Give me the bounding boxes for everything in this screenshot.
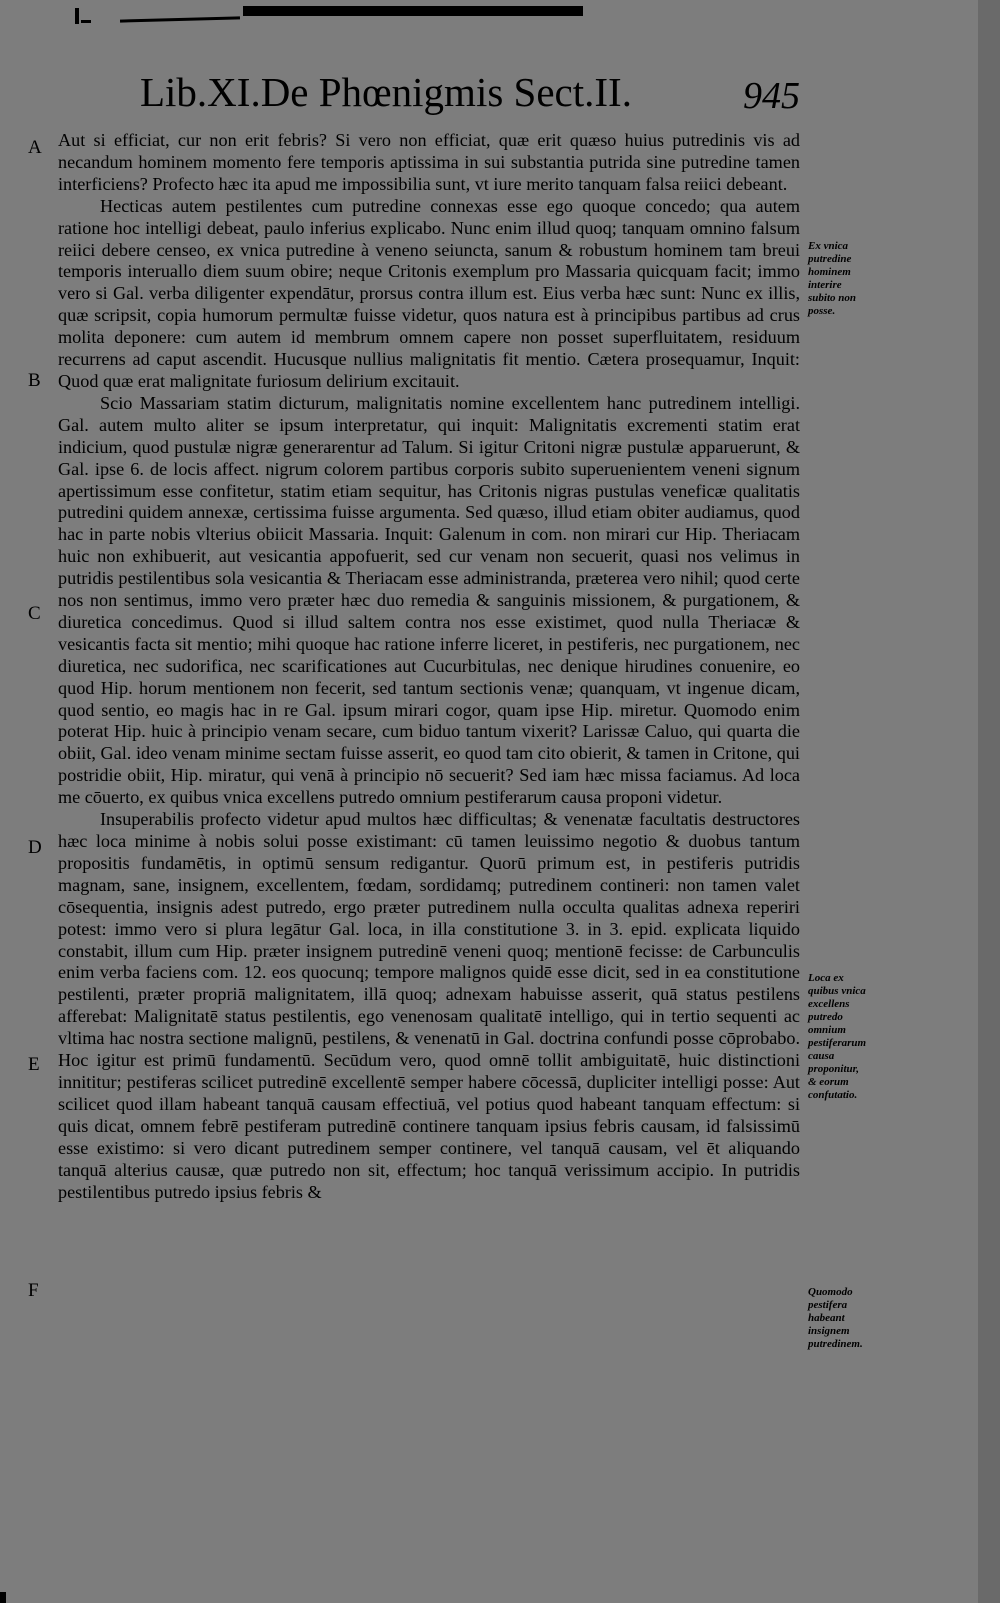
- section-letter-d: D: [28, 837, 42, 858]
- rule-bar: [243, 6, 583, 16]
- paragraph: Scio Massariam statim dicturum, malignitatis nomine excellentem hanc putredinem intelligi. Gal. autem multo aliter se ipsum interpretatur, qui inquit: Malignitatis excrementi statim erat indicium, quod pustulæ nigræ generarentur ad Talum. Si igitur Critoni nigræ pustulæ apparuerunt, & Gal. ipse 6. de locis affect. nigrum colorem partibus corporis subito superuenientem veneni signum apertissimum esse confitetur, statim etiam sequitur, has Critonis nigras pustulas veneficæ qualitatis putredini quidem annexæ, certissima fuisse argumenta. Sed quæso, illud etiam obiter audiamus, quod hac in parte nobis vlterius obiicit Massaria. Inquit: Galenum in com. non mirari cur Hip. Theriacam huic non exhibuerit, aut vesicantia appofuerit, sed cur venam non secuerit, quasi nos velimus in putridis pestilentibus sola vesicantia & Theriacam esse administranda, præterea vero nihil; quod certe nos non sentimus, immo vero præter hæc duo remedia & sanguinis missionem, & purgationem, & diuretica concedimus. Quod si illud saltem contra nos esse existimet, quod nulla Theriacæ & vesicantis facta sit mentio; mihi quoque hac ratione inferre liceret, in pestiferis, nec purgationem, nec diuretica, nec sudorifica, nec scarificationes aut Cucurbitulas, nec denique hirudines conuenire, eo quod Hip. horum mentionem non fecerit, sed tantum sectionis venæ; quanquam, vt ingenue dicam, quod sentio, eo magis hac in re Gal. ipsum mirari cogor, quam ipse Hip. miretur. Quomodo enim poterat Hip. huic à principio venam secare, cum biduo tantum vixerit? Larissæ Caluo, qui quarta die obiit, Gal. ideo venam minime sectam fuisse asserit, eo quod tam cito obierit, & tamen in Critone, qui postridie obiit, Hip. miratur, qui venā à principio nō secuerit? Sed iam hæc missa faciamus. Ad loca me cōuerto, ex quibus vnica excellens putredo omnium pestiferarum causa proponi videtur.: [58, 392, 800, 808]
- paragraph: Insuperabilis profecto videtur apud multos hæc difficultas; & venenatæ facultatis destructores hæc loca minime à nobis solui posse existimant: cū tamen leuissimo negotio & duobus tantum propositis fundamētis, in optimū sensum redigantur. Quorū primum est, in pestiferis putridis magnam, sane, insignem, excellentem, fœdam, sordidamq; putredinem contineri: non tamen valet cōsequentia, insignis adest putredo, ergo præter putredinem nulla occulta qualitas adnexa reperiri potest: immo vero si plura legātur Gal. loca, in illa constitutione 3. in 3. epid. explicata liquido constabit, illum cum Hip. præter insignem putredinē veneni quoq; mentionē fecisse: de Carbunculis enim verba faciens com. 12. eos quocunq; tempore malignos quidē esse dicit, sed in ea constitutione pestilenti, præter propriā malignitatem, illā quoq; adnexam habuisse asserit, quā status pestilens afferebat: Malignitatē status pestilentis, ego venenosam qualitatē intelligo, qui in tertio sequenti ac vltima hac nostra sectione malignū, pestilens, & venenatū in Gal. doctrina confundi posse cōprobabo. Hoc igitur est primū fundamentū. Secūdum vero, quod omnē tollit ambiguitatē, huic distinctioni innititur; pestiferas scilicet putredinē excellentē semper habere cōcessā, dupliciter intelligi posse: Aut scilicet quod illam habeant tanquā causam effectiuā, vel potius quod habeant tanquam effectum: si quis dicat, omnem febrē pestiferam putredinē continere tanquam ipsius febris causam, id falsissimū esse existimo: si vero dicant putredinem semper continere, vel tanquā causam, vel ēt aliquando tanquā alterius causæ, quæ putredo non sit, effectum; hoc tanquā verissimum accipio. In putridis pestilentibus putredo ipsius febris &: [58, 809, 800, 1202]
- body-text: [58, 130, 800, 1203]
- rule-mark: [81, 20, 91, 23]
- page-header: [140, 68, 800, 124]
- paragraph: Aut si efficiat, cur non erit febris? Si vero non efficiat, quæ erit quæso huius putredinis vis ad necandum hominem momento fere temporis aptissima in sui substantia putrida sine putredine tamen interficiens? Profecto hæc ita apud me impossibilia sunt, vt iure merito tanquam falsa reiici debeant.: [58, 130, 800, 194]
- section-letter-e: E: [28, 1054, 40, 1075]
- section-letter-f: F: [28, 1280, 39, 1301]
- margin-note: Quomodo pestifera habeant insignem putredinem.: [808, 1286, 863, 1350]
- section-letter-c: C: [28, 603, 41, 624]
- running-head: Lib.XI.De Phœnigmis Sect.II.: [140, 69, 632, 115]
- page-corner-mark: [0, 1592, 6, 1603]
- section-letter-a: A: [28, 137, 42, 158]
- page-edge-shadow: [978, 0, 1000, 1603]
- paragraph: Hecticas autem pestilentes cum putredine connexas esse ego quoque concedo; qua autem ratione hoc intelligi debeat, paulo inferius explicabo. Nunc enim illud quoq; tanquam omnino falsum reiici debere censeo, ex vnica putredine à veneno seiuncta, sanum & robustum hominem tam breui temporis interuallo diem suum obire; neque Critonis exemplum pro Massaria quicquam facit; immo vero si Gal. verba diligenter expendātur, prorsus contra illum est. Eius verba hæc sunt: Nunc ex illis, quæ scripsit, copia humorum permultæ fuisse videtur, quos natura est à principibus partibus ad crus molita deponere: cum autem id membrum omnem capere non posset superfluitatem, residuum recurrens ad caput ascendit. Hucusque nullius malignitatis fit mentio. Cætera prosequamur, Inquit: Quod quæ erat malignitate furiosum delirium excitauit.: [58, 195, 800, 391]
- page-number: 945: [743, 75, 800, 117]
- rule-mark: [75, 8, 79, 24]
- rule-line: [120, 16, 240, 22]
- margin-note: Ex vnica putredine hominem interire subito non posse.: [808, 240, 856, 317]
- margin-note: Loca ex quibus vnica excellens putredo omnium pestiferarum causa proponitur, & eorum confutatio.: [808, 972, 867, 1101]
- top-printer-rule: [75, 0, 505, 26]
- section-letter-b: B: [28, 370, 41, 391]
